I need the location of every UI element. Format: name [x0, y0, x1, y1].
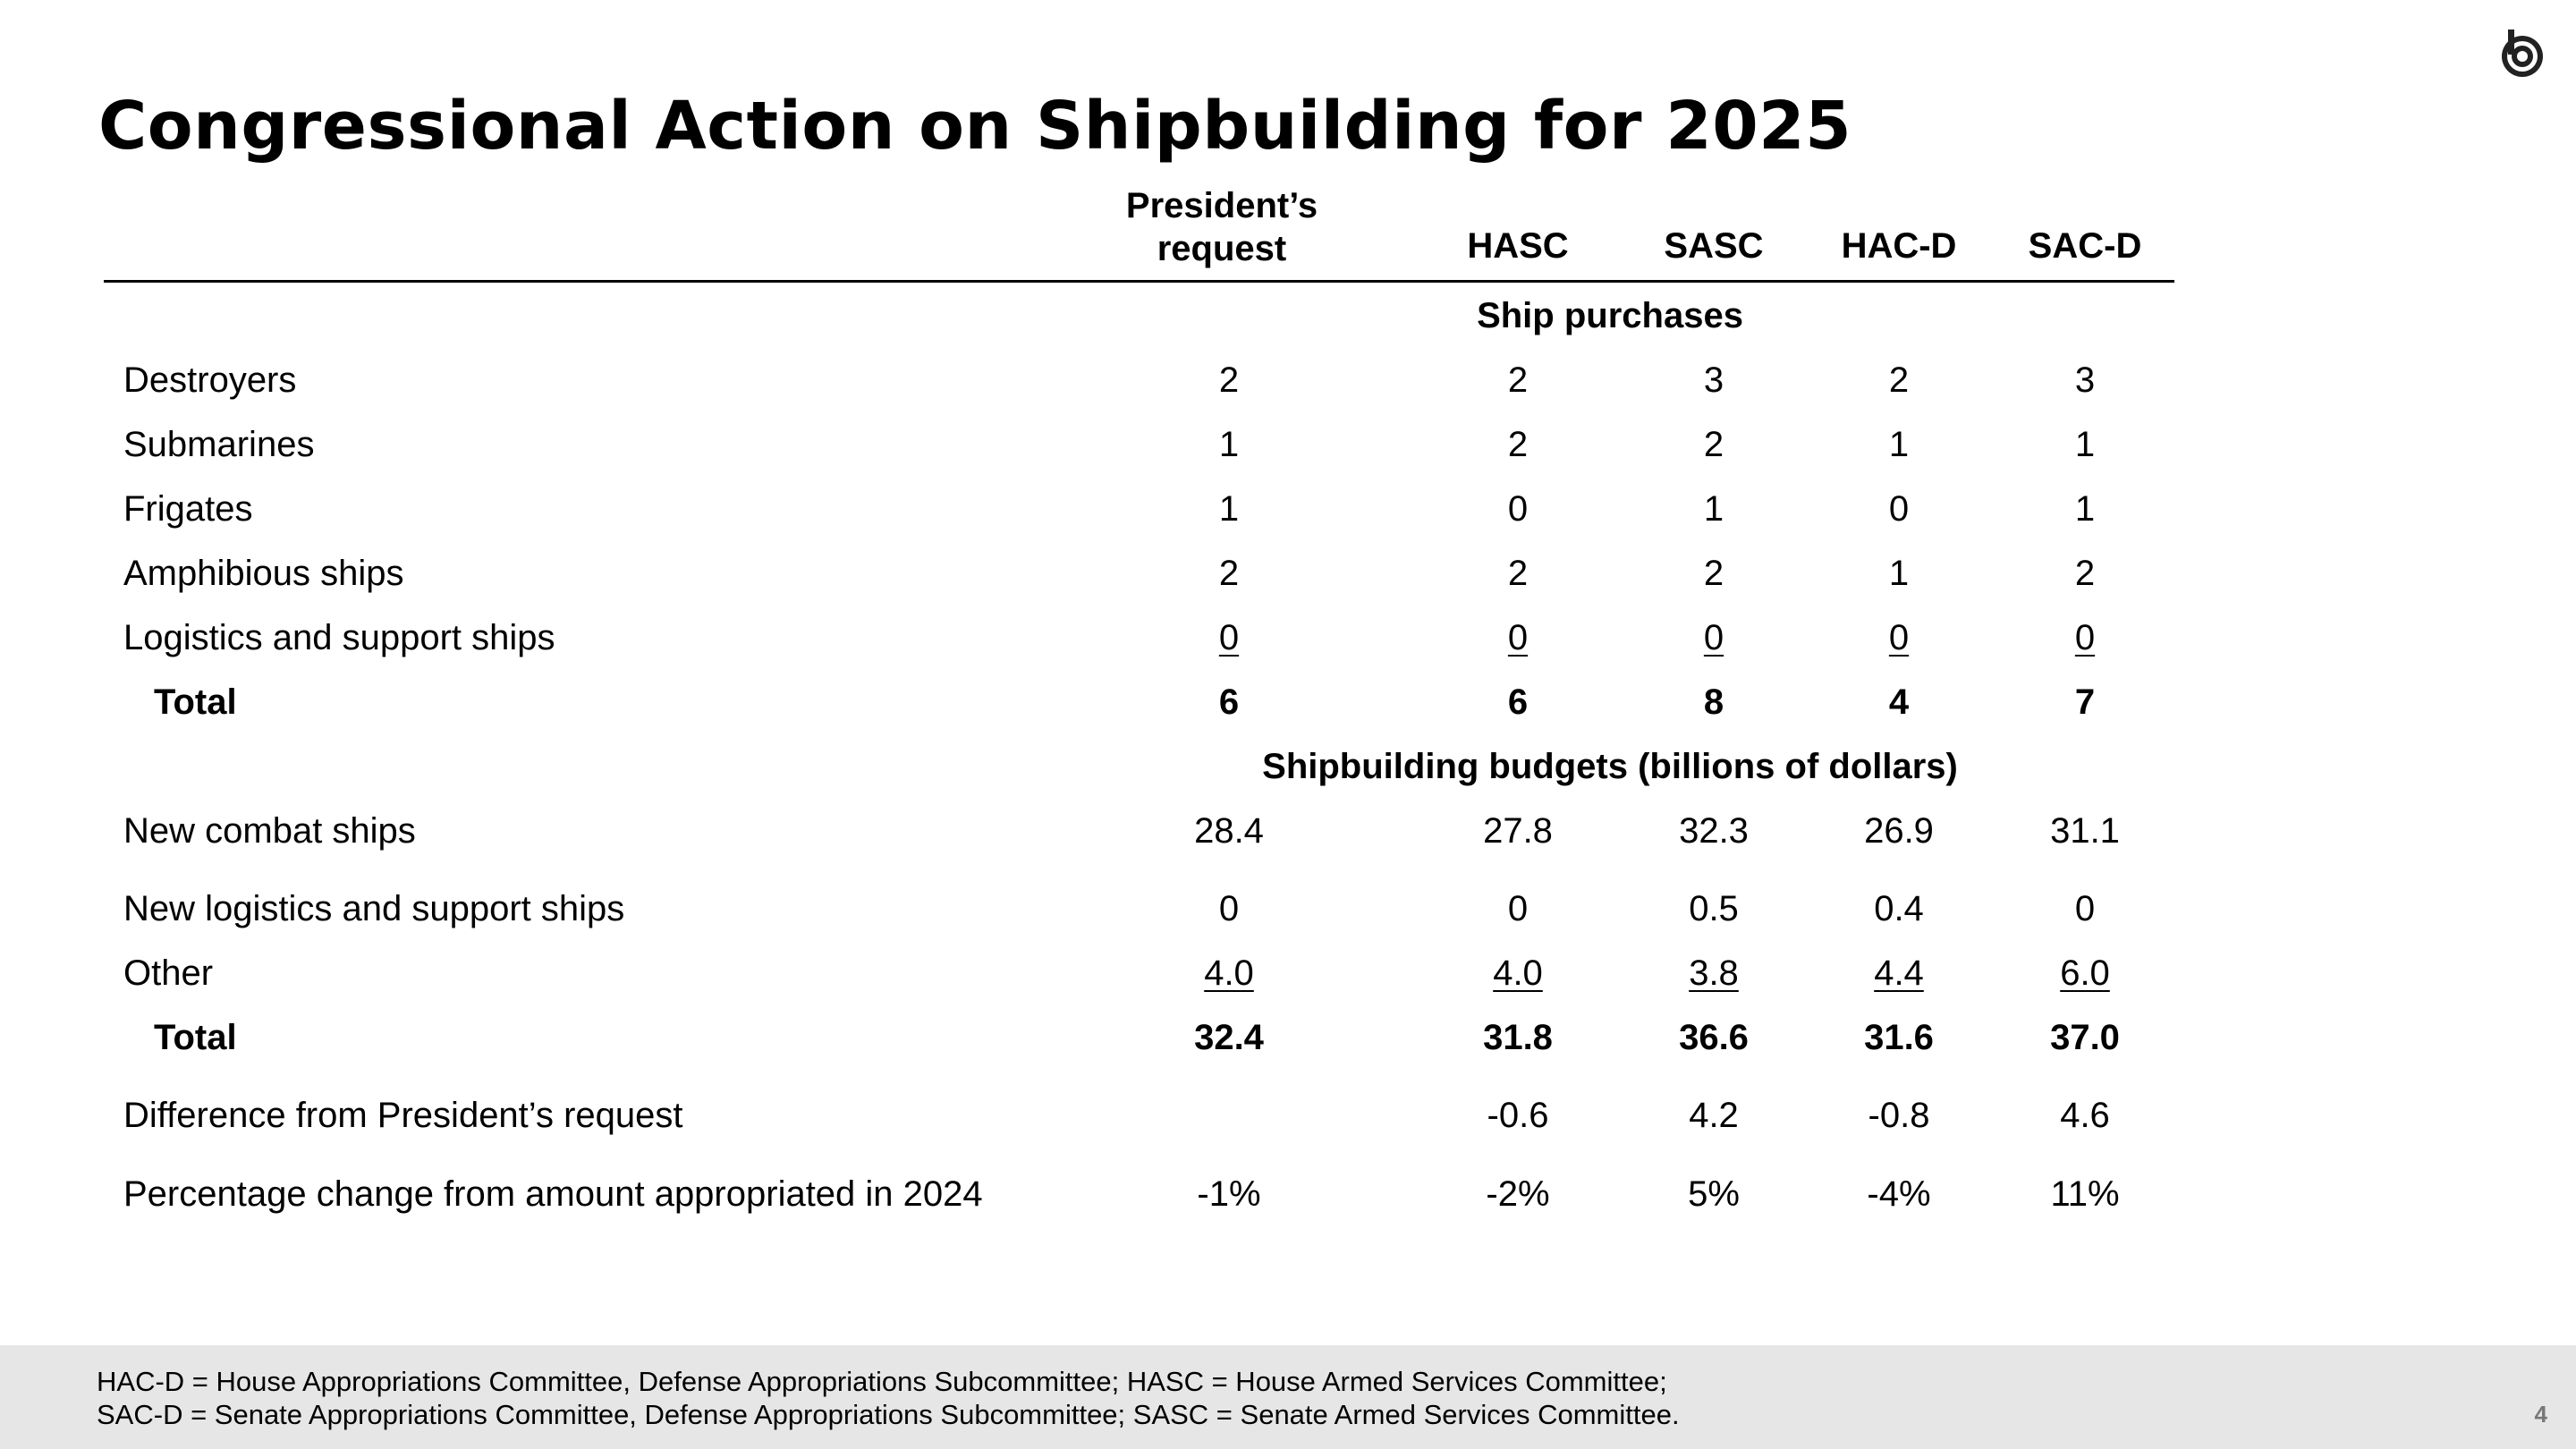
table-cell: 1: [1888, 554, 1910, 593]
column-header: HASC: [1467, 226, 1569, 266]
section-heading: Shipbuilding budgets (billions of dollars): [1262, 747, 1958, 786]
table-cell: 0: [1507, 618, 1529, 657]
row-label: Total: [154, 682, 237, 722]
table-cell: -0.8: [1868, 1096, 1930, 1135]
table-cell: 4.0: [1204, 953, 1254, 993]
table-cell: 0: [1888, 618, 1910, 657]
table-cell: 0: [1218, 889, 1240, 928]
table-cell: 0: [1888, 489, 1910, 529]
cbo-logo-icon: [2496, 27, 2549, 80]
row-label: Other: [123, 953, 214, 993]
row-label: New combat ships: [123, 811, 416, 851]
table-cell: 2: [1703, 425, 1724, 464]
table-cell: 3: [1703, 360, 1724, 400]
table-cell: 36.6: [1679, 1018, 1749, 1057]
column-header: President’s request: [1125, 186, 1318, 268]
table-cell: 3.8: [1689, 953, 1739, 993]
table-cell: 0: [1218, 618, 1240, 657]
table-cell: 1: [2074, 489, 2096, 529]
table-cell: -1%: [1197, 1174, 1261, 1214]
table-cell: 32.4: [1194, 1018, 1264, 1057]
row-label: Percentage change from amount appropriated in 2024: [123, 1174, 983, 1214]
row-label: New logistics and support ships: [123, 889, 625, 928]
table-cell: 31.1: [2050, 811, 2120, 851]
table-cell: 1: [1218, 489, 1240, 529]
table-cell: 6: [1218, 682, 1240, 722]
row-label: Destroyers: [123, 360, 297, 400]
footnote-line: SAC-D = Senate Appropriations Committee, Defense Appropriations Subcommittee; SASC = Senate Armed Services Committee.: [97, 1399, 1680, 1430]
table-cell: -2%: [1486, 1174, 1550, 1214]
table-cell: 2: [1507, 425, 1529, 464]
column-header: SAC-D: [2028, 226, 2142, 266]
table-cell: 0: [1703, 618, 1724, 657]
shipbuilding-table: [104, 0, 2174, 1252]
table-cell: 31.6: [1864, 1018, 1934, 1057]
table-cell: -0.6: [1487, 1096, 1549, 1135]
table-cell: 26.9: [1864, 811, 1934, 851]
table-cell: 6: [1507, 682, 1529, 722]
table-cell: 0: [1507, 489, 1529, 529]
column-header: HAC-D: [1841, 226, 1957, 266]
table-cell: 4.6: [2060, 1096, 2110, 1135]
row-label: Difference from President’s request: [123, 1096, 683, 1135]
table-cell: -4%: [1867, 1174, 1931, 1214]
table-cell: 2: [1218, 360, 1240, 400]
table-cell: 0: [2074, 618, 2096, 657]
table-cell: 4: [1888, 682, 1910, 722]
table-cell: 11%: [2050, 1174, 2120, 1214]
header-rule: [104, 280, 2174, 283]
row-label: Total: [154, 1018, 237, 1057]
table-cell: 2: [1218, 554, 1240, 593]
table-cell: 2: [1888, 360, 1910, 400]
table-cell: 3: [2074, 360, 2096, 400]
table-cell: 0.4: [1874, 889, 1924, 928]
table-cell: 37.0: [2050, 1018, 2120, 1057]
section-heading: Ship purchases: [1477, 296, 1743, 335]
table-cell: 1: [2074, 425, 2096, 464]
table-cell: 4.0: [1493, 953, 1543, 993]
table-cell: 0: [2074, 889, 2096, 928]
table-cell: 0: [1507, 889, 1529, 928]
table-cell: 2: [1507, 360, 1529, 400]
table-cell: 32.3: [1679, 811, 1749, 851]
footer-band: [0, 1345, 2576, 1449]
table-cell: 1: [1218, 425, 1240, 464]
table-cell: 0.5: [1689, 889, 1739, 928]
row-label: Amphibious ships: [123, 554, 404, 593]
table-cell: 2: [2074, 554, 2096, 593]
page-number: 4: [2534, 1401, 2547, 1428]
footnote-line: HAC-D = House Appropriations Committee, Defense Appropriations Subcommittee; HASC = House Armed Services Committee;: [97, 1366, 1667, 1397]
table-cell: 1: [1703, 489, 1724, 529]
table-cell: 8: [1703, 682, 1724, 722]
table-cell: 28.4: [1194, 811, 1264, 851]
table-cell: 2: [1507, 554, 1529, 593]
table-cell: 4.2: [1689, 1096, 1739, 1135]
table-cell: 31.8: [1483, 1018, 1553, 1057]
footnote: [97, 1365, 1680, 1431]
slide-title: Congressional Action on Shipbuilding for 2025: [98, 88, 1852, 165]
table-cell: 1: [1888, 425, 1910, 464]
table-cell: 2: [1703, 554, 1724, 593]
column-header: SASC: [1664, 226, 1764, 266]
row-label: Submarines: [123, 425, 315, 464]
table-cell: 4.4: [1874, 953, 1924, 993]
row-label: Logistics and support ships: [123, 618, 555, 657]
table-cell: 27.8: [1483, 811, 1553, 851]
table-cell: 7: [2074, 682, 2096, 722]
row-label: Frigates: [123, 489, 253, 529]
table-cell: 5%: [1688, 1174, 1740, 1214]
table-cell: 6.0: [2060, 953, 2110, 993]
